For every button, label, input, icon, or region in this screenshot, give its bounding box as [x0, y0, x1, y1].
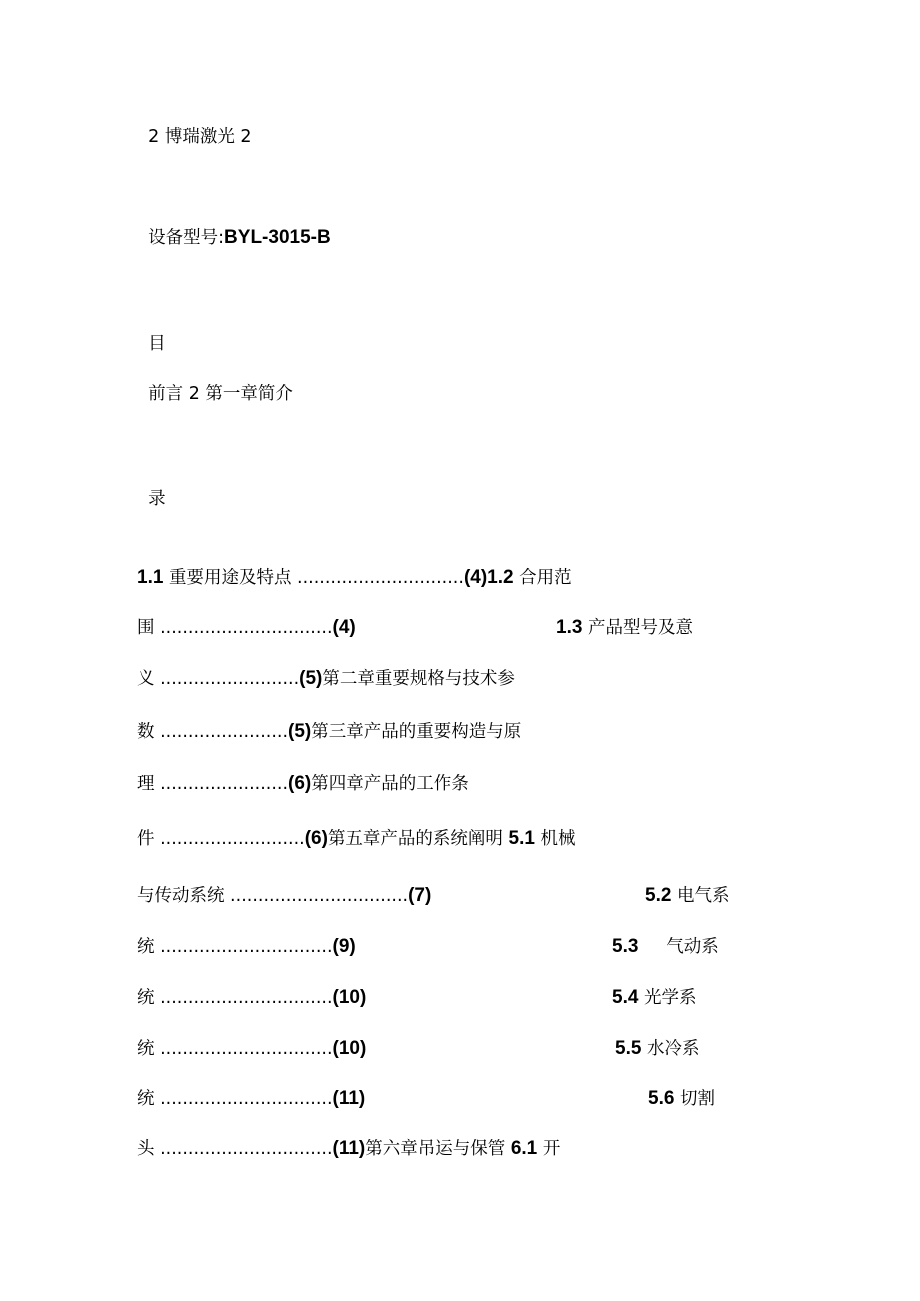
- toc-preface-text: 前言 2 第一章简介: [148, 384, 293, 404]
- toc-line-1-part-0: 围 ...............................: [137, 618, 333, 638]
- toc-line-1: [137, 617, 356, 639]
- toc-right-7-part-1: 气动系: [638, 937, 719, 957]
- toc-line-0-part-2: (4)1.2: [463, 567, 514, 588]
- toc-right-8-part-0: 5.4: [612, 987, 639, 1008]
- toc-line-6-part-0: 与传动系统 ................................: [137, 886, 409, 906]
- toc-line-7-part-1: (9): [332, 936, 356, 957]
- toc-line-2-part-2: 第二章重要规格与技术参: [322, 669, 515, 689]
- toc-preface-line: [137, 361, 293, 405]
- toc-title-text-1: 目: [148, 334, 166, 354]
- toc-right-10: [648, 1088, 715, 1110]
- toc-line-4: [137, 773, 469, 795]
- company-line: [137, 104, 252, 148]
- toc-right-6-part-1: 电气系: [671, 886, 730, 906]
- model-line: [137, 205, 331, 249]
- toc-line-0-part-3: 合用范: [513, 568, 572, 588]
- toc-line-11: [137, 1138, 560, 1160]
- toc-line-3-part-0: 数 .......................: [137, 722, 289, 742]
- toc-line-2-part-1: (5): [299, 668, 323, 689]
- toc-line-8: [137, 987, 366, 1009]
- toc-line-6-part-1: (7): [408, 885, 432, 906]
- toc-right-10-part-1: 切割: [674, 1089, 715, 1109]
- model-value: BYL-3015-B: [224, 227, 331, 248]
- toc-line-11-part-0: 头 ...............................: [137, 1139, 333, 1159]
- toc-title-char-2: [137, 466, 166, 510]
- toc-line-0-part-1: 重要用途及特点 ..............................: [163, 568, 464, 588]
- toc-line-7: [137, 936, 356, 958]
- toc-line-5-part-4: 机械: [534, 829, 576, 849]
- toc-line-9-part-0: 统 ...............................: [137, 1039, 333, 1059]
- toc-line-9: [137, 1038, 366, 1060]
- toc-line-9-part-1: (10): [332, 1038, 367, 1059]
- toc-right-1-part-0: 1.3: [556, 617, 583, 638]
- toc-line-4-part-0: 理 .......................: [137, 774, 289, 794]
- toc-right-10-part-0: 5.6: [648, 1088, 675, 1109]
- toc-line-1-part-1: (4): [332, 617, 356, 638]
- toc-line-11-part-1: (11): [332, 1138, 366, 1159]
- toc-title-char-1: [137, 311, 166, 355]
- toc-line-11-part-2: 第六章吊运与保管: [365, 1139, 511, 1159]
- model-label: 设备型号:: [148, 228, 225, 248]
- toc-right-9: [615, 1038, 700, 1060]
- toc-right-8-part-1: 光学系: [638, 988, 697, 1008]
- toc-line-8-part-1: (10): [332, 987, 367, 1008]
- toc-line-8-part-0: 统 ...............................: [137, 988, 333, 1008]
- company-name: 2 博瑞激光 2: [148, 127, 252, 147]
- toc-right-1-part-1: 产品型号及意: [582, 618, 693, 638]
- toc-line-11-part-3: 6.1: [510, 1138, 538, 1159]
- toc-right-6: [645, 885, 730, 907]
- toc-line-5-part-1: (6): [304, 828, 328, 849]
- toc-right-9-part-0: 5.5: [615, 1038, 642, 1059]
- toc-line-2: [137, 668, 515, 690]
- toc-line-11-part-4: 开: [537, 1139, 561, 1159]
- toc-line-10: [137, 1088, 365, 1110]
- toc-line-5-part-2: 第五章产品的系统阐明: [327, 829, 509, 849]
- toc-title-text-2: 录: [148, 489, 166, 509]
- toc-line-10-part-1: (11): [332, 1088, 366, 1109]
- toc-right-8: [612, 987, 697, 1009]
- toc-line-3-part-2: 第三章产品的重要构造与原: [311, 722, 522, 742]
- toc-line-4-part-1: (6): [288, 773, 312, 794]
- toc-right-6-part-0: 5.2: [645, 885, 672, 906]
- toc-line-0-part-0: 1.1: [137, 567, 164, 588]
- toc-line-7-part-0: 统 ...............................: [137, 937, 333, 957]
- toc-line-6: [137, 885, 431, 907]
- toc-line-5-part-0: 件 ..........................: [137, 829, 305, 849]
- toc-line-2-part-0: 义 .........................: [137, 669, 300, 689]
- toc-right-9-part-1: 水冷系: [641, 1039, 700, 1059]
- toc-line-5-part-3: 5.1: [508, 828, 535, 849]
- toc-right-1: [556, 617, 693, 639]
- toc-line-3: [137, 721, 521, 743]
- toc-line-0: [137, 567, 572, 589]
- toc-line-10-part-0: 统 ...............................: [137, 1089, 333, 1109]
- toc-right-7-part-0: 5.3: [612, 936, 639, 957]
- toc-right-7: [612, 936, 719, 958]
- toc-line-5: [137, 828, 576, 850]
- toc-line-3-part-1: (5): [288, 721, 312, 742]
- toc-line-4-part-2: 第四章产品的工作条: [311, 774, 469, 794]
